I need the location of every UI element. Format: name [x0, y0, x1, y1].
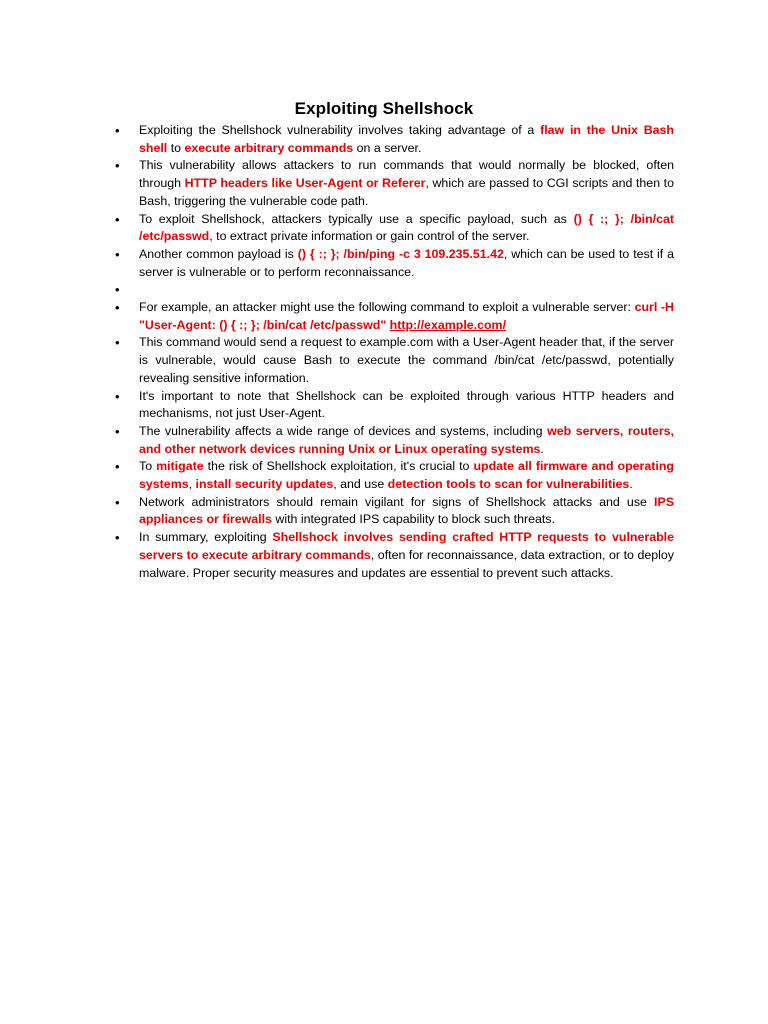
- text-segment: , to extract private information or gain control of the server.: [209, 229, 530, 244]
- text-segment: .: [540, 441, 544, 456]
- highlighted-text: detection tools to scan for vulnerabilities: [387, 477, 630, 492]
- highlighted-text: web servers, routers, and other network devices running Unix or Linux operating systems: [139, 423, 674, 456]
- text-segment: with integrated IPS capability to block such threats.: [271, 512, 555, 527]
- page-title: Exploiting Shellshock: [294, 99, 474, 119]
- text-segment: This command would send a request to example.com with a User-Agent header that, if the server is vulnerable, would cause Bash to execute the command /bin/cat /etc/passwd, potentially revealing sensitive information.: [139, 335, 674, 385]
- text-segment: on a server.: [353, 140, 422, 155]
- highlighted-text: Shellshock involves sending crafted HTTP requests to vulnerable servers to execute arbitrary commands: [139, 530, 674, 562]
- text-segment: To: [139, 459, 157, 474]
- text-segment: This vulnerability allows attackers to run commands that would normally be blocked, often through: [139, 158, 674, 191]
- bullet-item: [139, 458, 674, 493]
- text-segment: In summary, exploiting: [139, 530, 273, 545]
- highlighted-text: HTTP headers like User-Agent or Referer: [184, 176, 426, 191]
- bullet-item: [139, 494, 674, 529]
- bullet-item: [139, 299, 674, 334]
- bullet-item: [139, 122, 674, 157]
- empty-bullet-item: [139, 281, 674, 299]
- bullet-item: [139, 334, 674, 387]
- text-segment: , which can be used to test if a server is vulnerable or to perform reconnaissance.: [139, 246, 674, 279]
- highlighted-text: curl -H "User-Agent: () { :; }; /bin/cat /etc/passwd": [139, 300, 674, 332]
- text-segment: , and use: [333, 477, 388, 492]
- text-segment: Network administrators should remain vigilant for signs of Shellshock attacks and use: [139, 494, 655, 509]
- highlighted-text: execute arbitrary commands: [184, 140, 354, 155]
- highlighted-text: () { :; }; /bin/cat /etc/passwd: [139, 211, 674, 244]
- highlighted-text: install security updates: [195, 477, 334, 492]
- text-segment: For example, an attacker might use the following command to exploit a vulnerable server:: [139, 300, 635, 315]
- highlighted-text: mitigate: [156, 459, 204, 474]
- text-segment: To exploit Shellshock, attackers typically use a specific payload, such as: [139, 211, 574, 226]
- text-segment: Exploiting the Shellshock vulnerability involves taking advantage of a: [139, 123, 541, 137]
- text-segment: , often for reconnaissance, data extraction, or to deploy malware. Proper security measures and updates are essential to prevent such attacks.: [139, 547, 674, 580]
- text-segment: , which are passed to CGI scripts and then to Bash, triggering the vulnerable code path.: [139, 176, 675, 208]
- highlighted-text: () { :; }; /bin/ping -c 3 109.235.51.42: [297, 246, 504, 261]
- example-link[interactable]: http://example.com/: [389, 317, 507, 332]
- highlighted-text: update all firmware and operating systems: [139, 459, 674, 492]
- text-segment: .: [629, 477, 633, 492]
- text-segment: the risk of Shellshock exploitation, it's crucial to: [203, 459, 474, 474]
- bullet-item: [139, 423, 674, 458]
- bullet-item: [139, 211, 674, 246]
- text-segment: Another common payload is: [139, 246, 298, 261]
- text-segment: The vulnerability affects a wide range of devices and systems, including: [139, 423, 548, 438]
- bullet-item: [139, 246, 674, 281]
- bullet-list: [139, 122, 674, 582]
- bullet-item: [139, 388, 674, 423]
- highlighted-text: IPS appliances or firewalls: [139, 494, 674, 527]
- highlighted-text: flaw in the Unix Bash shell: [139, 123, 674, 155]
- bullet-item: [139, 529, 674, 582]
- text-segment: to: [167, 140, 185, 155]
- bullet-item: [139, 157, 674, 210]
- text-segment: It's important to note that Shellshock can be exploited through various HTTP headers and mechanisms, not just User-Agent.: [139, 388, 674, 421]
- text-segment: ,: [188, 477, 196, 492]
